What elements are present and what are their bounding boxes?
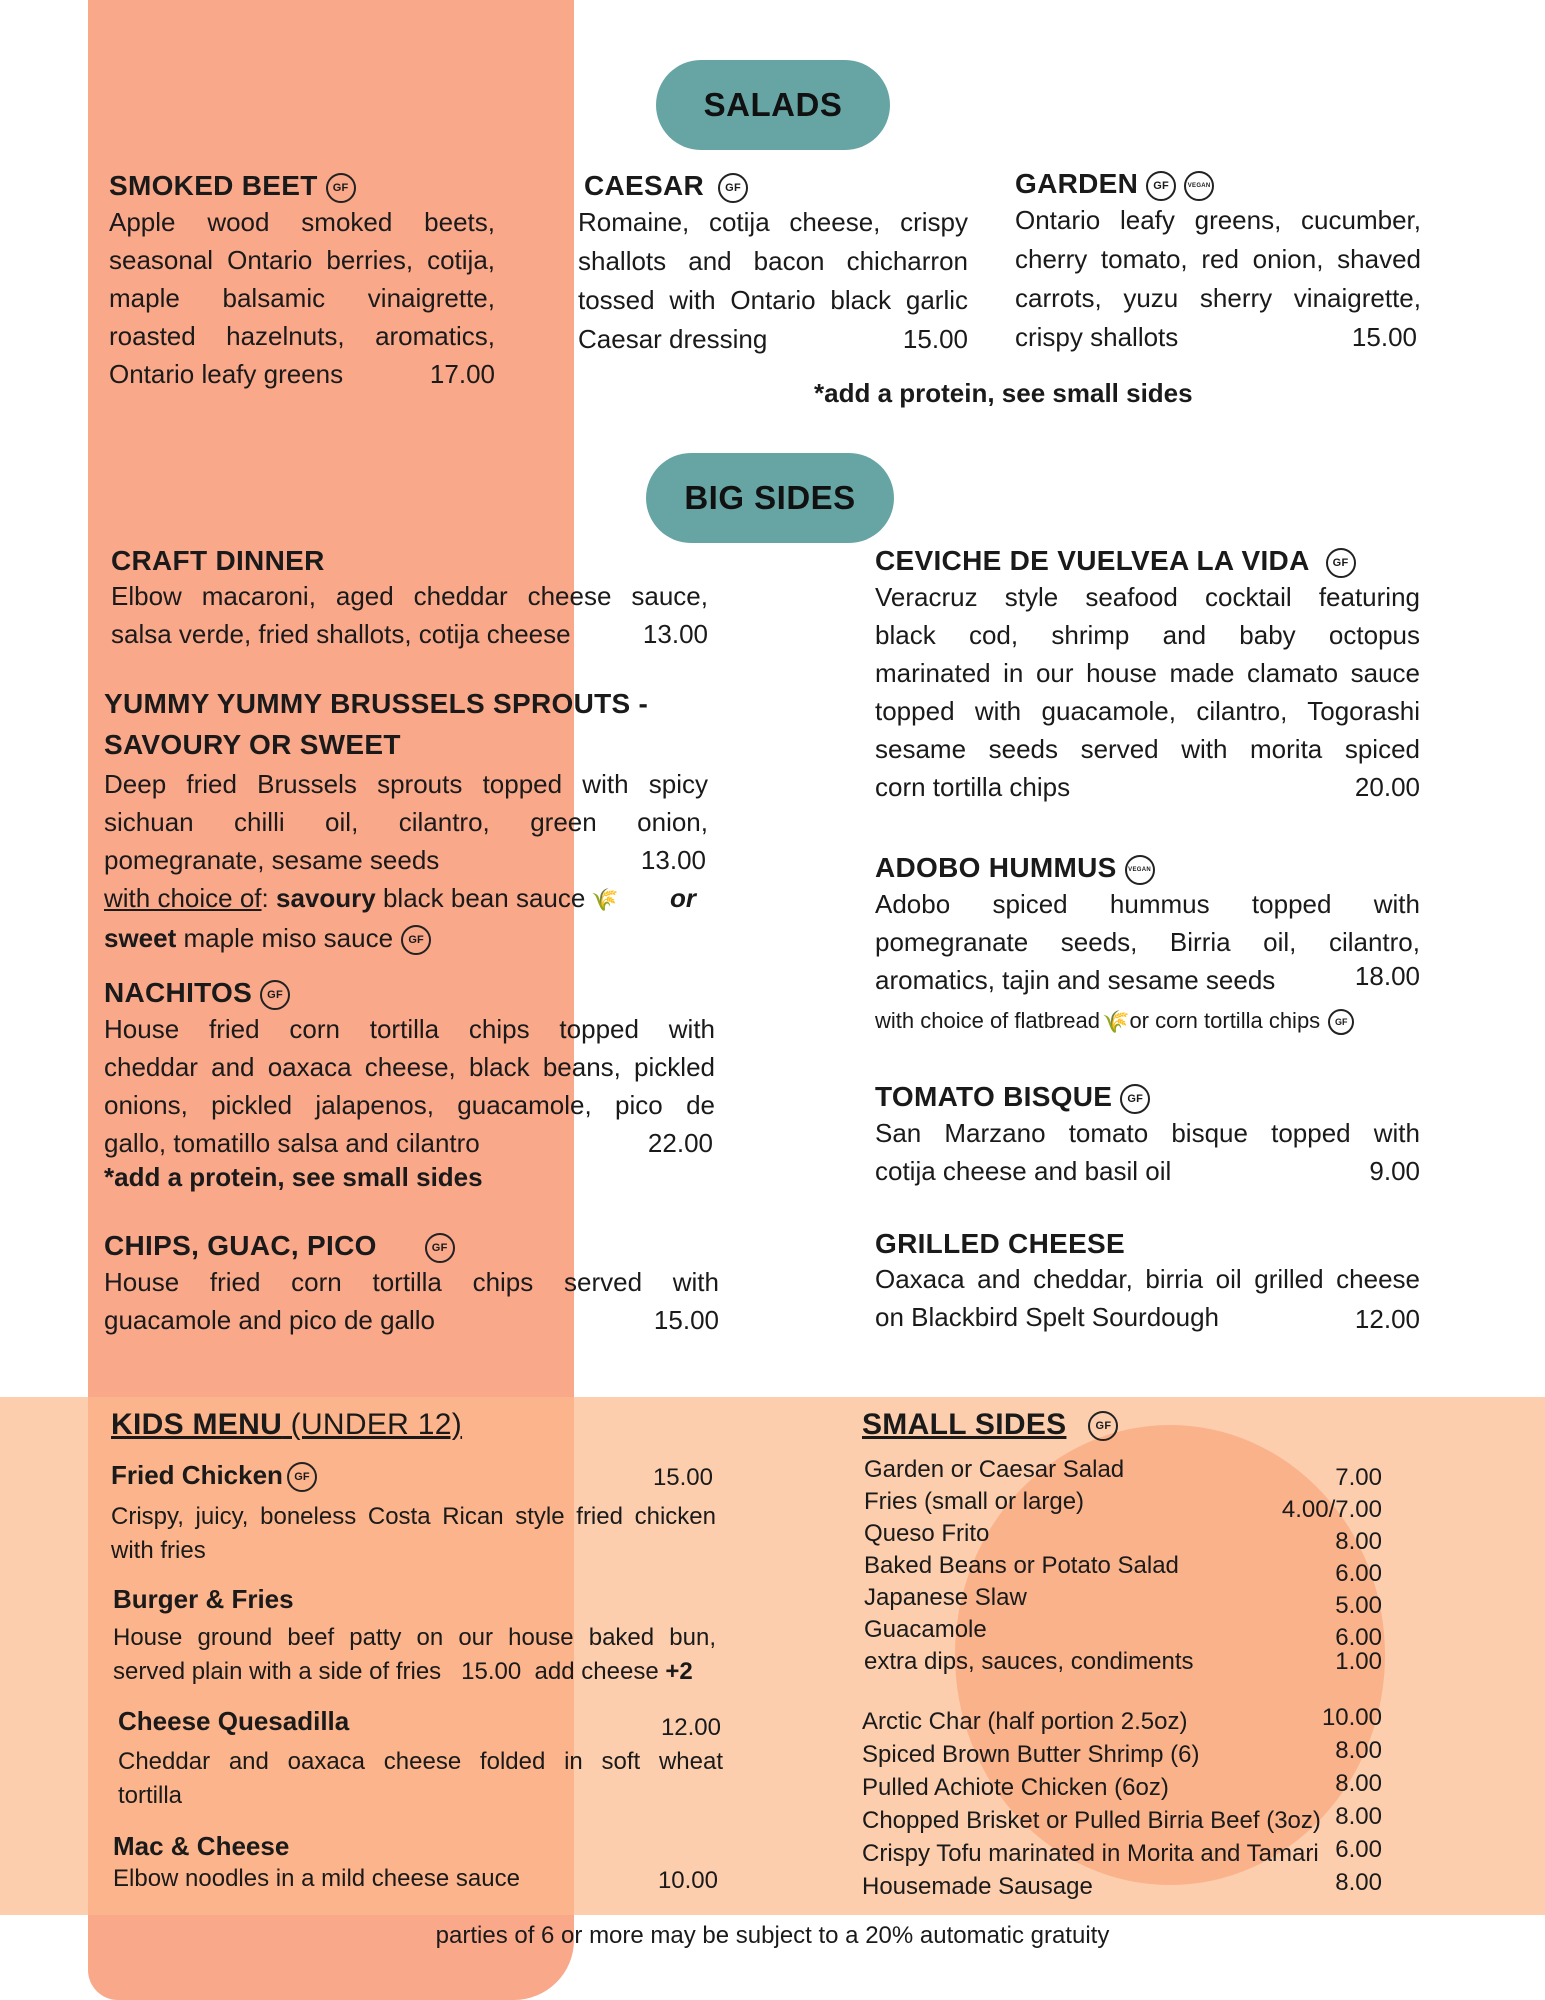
side-name: Japanese Slaw (864, 1584, 1027, 1611)
desc-line: Apple wood smoked beets, (109, 206, 495, 237)
menu-item-chips-guac-pico (104, 1230, 719, 1339)
desc-line (113, 1655, 716, 1689)
desc-line: House ground beef patty on our house baked bun, (113, 1624, 716, 1651)
desc-line: Elbow macaroni, aged cheddar cheese sauce, (111, 581, 708, 611)
vegan-icon: VEGAN (1184, 171, 1214, 201)
item-title (875, 1081, 1420, 1114)
side-name: Crispy Tofu marinated in Morita and Tamari (862, 1840, 1319, 1867)
kids-item-burger (113, 1584, 716, 1689)
side-name: Housemade Sausage (862, 1873, 1093, 1900)
side-price: 5.00 (1335, 1592, 1382, 1619)
item-name: CEVICHE DE VUELVEA LA VIDA (875, 545, 1310, 576)
list-item (862, 1738, 1382, 1771)
item-price: 15.00 (1351, 321, 1417, 352)
side-price: 6.00 (1335, 1560, 1382, 1587)
desc-line: pomegranate, sesame seeds (104, 845, 440, 875)
item-name: ADOBO HUMMUS (875, 852, 1117, 883)
item-description (578, 203, 968, 359)
item-name: Fried Chicken (111, 1460, 283, 1490)
kids-item-quesadilla (118, 1706, 723, 1813)
wheat-icon: 🌾 (1102, 1008, 1130, 1034)
desc-line: Elbow noodles in a mild cheese sauce (113, 1865, 520, 1892)
desc-line: House fried corn tortilla chips served with (104, 1266, 719, 1297)
list-item (862, 1705, 1382, 1738)
desc-line: Ontario leafy greens, cucumber, (1015, 204, 1421, 235)
choice-label: with choice of (104, 883, 262, 913)
item-name: NACHITOS (104, 977, 253, 1008)
list-item (864, 1550, 1382, 1587)
item-name: CHIPS, GUAC, PICO (104, 1230, 377, 1261)
desc-line: with fries (111, 1537, 206, 1565)
desc-line: Deep fried Brussels sprouts topped with spicy (104, 769, 708, 799)
desc-line: aromatics, tajin and sesame seeds (875, 964, 1276, 995)
gluten-free-icon: GF (425, 1233, 455, 1263)
list-item (862, 1870, 1382, 1903)
menu-item-garden (1015, 168, 1421, 357)
add-cheese-price: +2 (665, 1658, 693, 1685)
item-name: CRAFT DINNER (111, 545, 325, 576)
side-price: 1.00 (1335, 1648, 1382, 1675)
item-price: 10.00 (657, 1867, 718, 1894)
item-name: Cheese Quesadilla (118, 1706, 350, 1736)
list-item (862, 1771, 1382, 1804)
desc-line: tossed with Ontario black garlic (578, 284, 968, 315)
item-description (875, 1260, 1420, 1336)
side-price: 6.00 (1335, 1836, 1382, 1863)
desc-line: guacamole and pico de gallo (104, 1304, 436, 1335)
item-name: GARDEN (1015, 168, 1139, 199)
kids-menu-title (111, 1408, 462, 1442)
desc-line: San Marzano tomato bisque topped with (875, 1117, 1420, 1148)
sweet-label: sweet (104, 923, 177, 954)
desc-line: Cheddar and oaxaca cheese folded in soft wheat (118, 1748, 723, 1775)
item-price: 15.00 (902, 323, 968, 354)
item-description (875, 1114, 1420, 1190)
desc-line: gallo, tomatillo salsa and cilantro (104, 1127, 480, 1158)
item-price: 18.00 (1354, 960, 1420, 991)
menu-item-smoked-beet (109, 170, 495, 393)
desc-line: roasted hazelnuts, aromatics, (109, 320, 495, 351)
menu-item-craft-dinner (111, 545, 708, 653)
item-title (109, 170, 495, 203)
desc-line: black cod, shrimp and baby octopus (875, 619, 1420, 650)
desc-line: cherry tomato, red onion, shaved (1015, 243, 1421, 274)
item-name: GRILLED CHEESE (875, 1228, 1126, 1259)
menu-item-nachitos (104, 977, 715, 1193)
gluten-free-icon: GF (326, 173, 356, 203)
item-title (1015, 168, 1421, 201)
small-sides-list-2 (862, 1705, 1382, 1903)
sweet-line (104, 919, 708, 957)
choice-line (104, 879, 708, 919)
small-sides-title (862, 1408, 1118, 1442)
side-price: 10.00 (1321, 1704, 1382, 1731)
menu-item-tomato-bisque (875, 1081, 1420, 1190)
kids-item-mac-cheese (113, 1831, 718, 1896)
item-name: Burger & Fries (113, 1584, 294, 1614)
desc-line: salsa verde, fried shallots, cotija cheese (111, 619, 571, 649)
item-price: 20.00 (1354, 771, 1420, 802)
salads-header (656, 60, 890, 150)
side-price: 7.00 (1335, 1464, 1382, 1491)
gratuity-footer: parties of 6 or more may be subject to a 20% automatic gratuity (435, 1922, 1110, 1949)
desc-line: Veracruz style seafood cocktail featuring (875, 581, 1420, 612)
gluten-free-icon: GF (718, 173, 748, 203)
list-item (864, 1454, 1382, 1491)
salads-protein-note: *add a protein, see small sides (814, 378, 1193, 408)
menu-item-adobo-hummus (875, 852, 1420, 1044)
item-description (104, 765, 708, 957)
item-description (113, 1862, 718, 1896)
side-name: Pulled Achiote Chicken (6oz) (862, 1774, 1169, 1801)
gluten-free-icon: GF (1120, 1084, 1150, 1114)
gluten-free-icon: GF (1088, 1411, 1118, 1441)
savoury-label: savoury (276, 883, 376, 913)
desc-line: crispy shallots (1015, 321, 1179, 352)
desc-line: cotija cheese and basil oil (875, 1155, 1172, 1186)
item-price: 17.00 (429, 358, 495, 389)
item-title (111, 1460, 716, 1492)
desc-line: pomegranate seeds, Birria oil, cilantro, (875, 926, 1420, 957)
menu-item-ceviche (875, 545, 1420, 806)
desc-line: Crispy, juicy, boneless Costa Rican style fried chicken (111, 1503, 716, 1531)
item-title (118, 1706, 723, 1741)
desc-line: onions, pickled jalapenos, guacamole, pico de (104, 1089, 715, 1120)
item-name: SMOKED BEET (109, 170, 318, 201)
menu-item-caesar (578, 170, 968, 359)
desc-line: Romaine, cotija cheese, crispy (578, 206, 968, 237)
side-price: 6.00 (1335, 1624, 1382, 1651)
big-sides-header (646, 453, 894, 543)
gluten-free-icon: GF (260, 980, 290, 1010)
item-name (104, 683, 708, 765)
kids-menu-age: (UNDER 12) (282, 1408, 463, 1441)
choice-text: with choice of flatbread (875, 1007, 1101, 1033)
item-price: 9.00 (1369, 1155, 1420, 1186)
side-price: 8.00 (1335, 1737, 1382, 1764)
gluten-free-icon: GF (1328, 1009, 1354, 1035)
side-name: Baked Beans or Potato Salad (864, 1552, 1179, 1579)
item-title (104, 977, 715, 1010)
kids-menu-label: KIDS MENU (111, 1408, 283, 1441)
side-price: 8.00 (1335, 1803, 1382, 1830)
item-price: 13.00 (642, 619, 708, 649)
desc-text: served plain with a side of fries 15.00 add cheese (113, 1658, 666, 1685)
choice-colon: : (261, 883, 269, 913)
gluten-free-icon: GF (1146, 171, 1176, 201)
side-price: 4.00/7.00 (1281, 1496, 1382, 1523)
item-price: 12.00 (1354, 1304, 1420, 1334)
desc-line: marinated in our house made clamato sauce (875, 657, 1420, 688)
item-name: Mac & Cheese (113, 1831, 290, 1861)
savoury-desc: black bean sauce (375, 883, 586, 913)
item-description (1015, 201, 1421, 357)
sweet-desc: maple miso sauce (176, 923, 394, 954)
side-name: Spiced Brown Butter Shrimp (6) (862, 1741, 1200, 1768)
hummus-choice-line (875, 999, 1420, 1044)
desc-line: maple balsamic vinaigrette, (109, 282, 495, 313)
side-name: Fries (small or large) (864, 1488, 1085, 1515)
item-description (104, 1010, 715, 1162)
item-price: 13.00 (640, 845, 706, 875)
list-item (864, 1582, 1382, 1619)
desc-line: topped with guacamole, cilantro, Togorashi (875, 695, 1420, 726)
item-title (584, 170, 968, 203)
desc-line: cheddar and oaxaca cheese, black beans, pickled (104, 1051, 715, 1082)
side-name: Guacamole (864, 1616, 987, 1643)
item-title (104, 1230, 719, 1263)
vegan-icon: VEGAN (1125, 855, 1155, 885)
side-name: Arctic Char (half portion 2.5oz) (862, 1708, 1188, 1735)
desc-line: tortilla (118, 1782, 183, 1809)
item-price: 22.00 (647, 1127, 713, 1158)
item-name-line: YUMMY YUMMY BRUSSELS SPROUTS - (104, 688, 649, 719)
side-name: Garden or Caesar Salad (864, 1456, 1125, 1483)
side-name: Chopped Brisket or Pulled Birria Beef (3oz) (862, 1807, 1321, 1834)
side-price: 8.00 (1335, 1770, 1382, 1797)
item-description (875, 885, 1420, 1044)
item-description (111, 577, 708, 653)
gluten-free-icon: GF (287, 1462, 317, 1492)
item-name-line: SAVOURY OR SWEET (104, 729, 401, 760)
desc-line: Adobo spiced hummus topped with (875, 888, 1420, 919)
desc-line: shallots and bacon chicharron (578, 245, 968, 276)
item-name: TOMATO BISQUE (875, 1081, 1113, 1112)
item-description (109, 203, 495, 393)
item-price: 15.00 (652, 1464, 713, 1491)
gluten-free-icon: GF (401, 925, 431, 955)
item-price: 12.00 (660, 1714, 721, 1741)
nachitos-protein-note: *add a protein, see small sides (104, 1161, 483, 1192)
big-sides-title: BIG SIDES (684, 479, 856, 516)
side-name: Queso Frito (864, 1520, 990, 1547)
item-name: CAESAR (584, 170, 705, 201)
small-sides-list-1 (864, 1454, 1382, 1678)
item-description (875, 578, 1420, 806)
item-description (111, 1500, 716, 1568)
list-item (864, 1486, 1382, 1523)
desc-line: House fried corn tortilla chips topped with (104, 1013, 715, 1044)
small-sides-label: SMALL SIDES (862, 1408, 1067, 1441)
item-description (113, 1621, 716, 1689)
desc-line: Caesar dressing (578, 323, 768, 354)
desc-line: on Blackbird Spelt Sourdough (875, 1302, 1220, 1332)
list-item (862, 1804, 1382, 1837)
list-item (864, 1646, 1382, 1678)
side-name: extra dips, sauces, condiments (864, 1648, 1194, 1675)
list-item (862, 1837, 1382, 1870)
item-title (875, 852, 1420, 885)
gluten-free-icon: GF (1326, 548, 1356, 578)
side-price: 8.00 (1335, 1528, 1382, 1555)
list-item (864, 1518, 1382, 1555)
desc-line: Ontario leafy greens (109, 358, 344, 389)
item-description (104, 1263, 719, 1339)
list-item (864, 1614, 1382, 1651)
desc-line: Oaxaca and cheddar, birria oil grilled cheese (875, 1264, 1420, 1294)
wheat-icon: 🌾 (591, 887, 619, 913)
or-label: or (670, 883, 696, 913)
menu-item-grilled-cheese (875, 1228, 1420, 1336)
salads-title: SALADS (703, 86, 843, 123)
item-price: 15.00 (653, 1304, 719, 1335)
menu-item-brussels-sprouts (104, 683, 708, 957)
side-price: 8.00 (1335, 1869, 1382, 1896)
desc-line: corn tortilla chips (875, 771, 1071, 802)
choice-text: or corn tortilla chips (1129, 1007, 1321, 1033)
desc-line: carrots, yuzu sherry vinaigrette, (1015, 282, 1421, 313)
item-description (118, 1745, 723, 1813)
desc-line: seasonal Ontario berries, cotija, (109, 244, 495, 275)
desc-line: sesame seeds served with morita spiced (875, 733, 1420, 764)
desc-line: sichuan chilli oil, cilantro, green onion, (104, 807, 708, 837)
kids-item-fried-chicken (111, 1460, 716, 1568)
item-title (875, 545, 1420, 578)
